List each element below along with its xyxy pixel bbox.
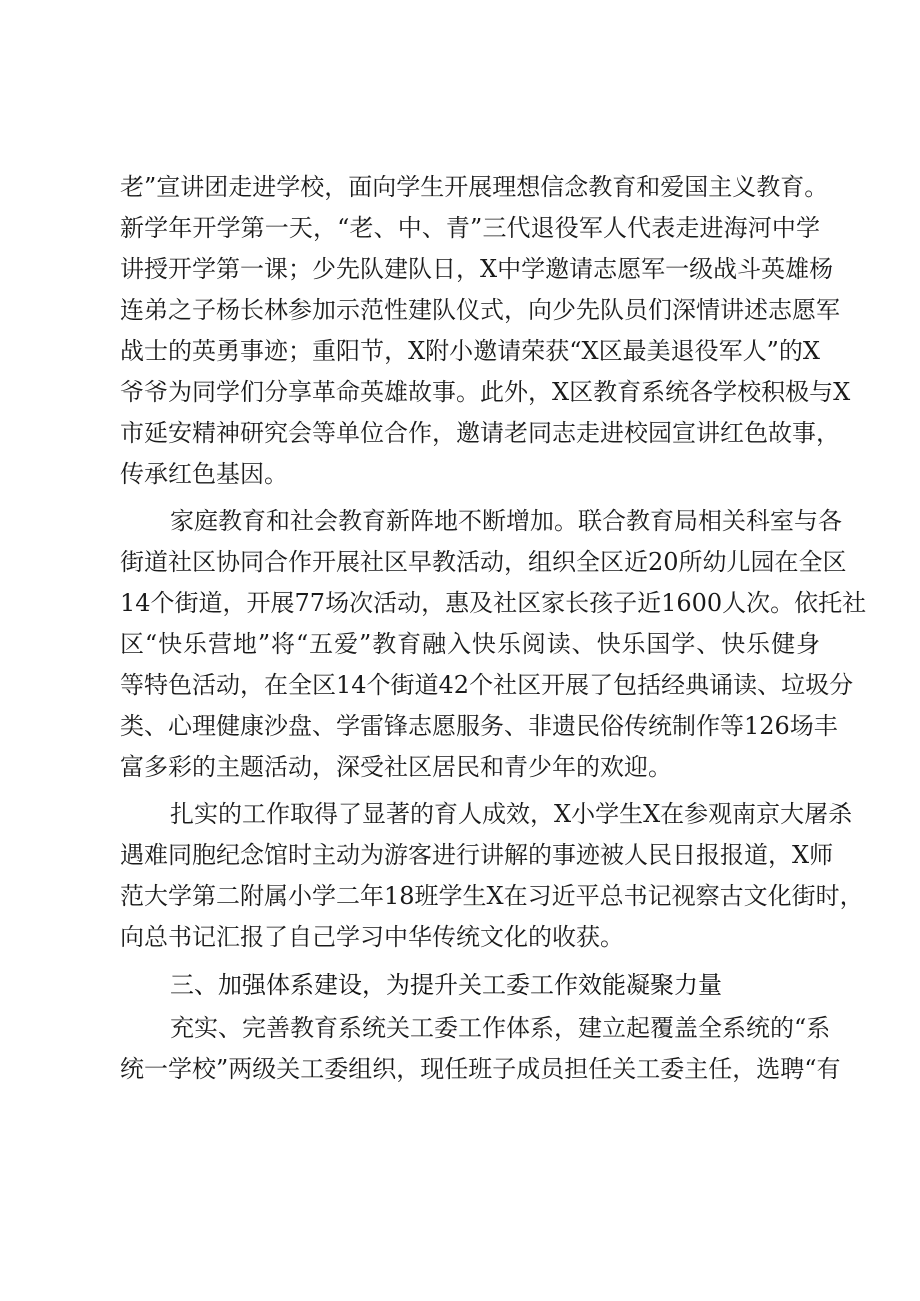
paragraph-line: 区“快乐营地”将“五爱”教育融入快乐阅读、快乐国学、快乐健身 xyxy=(120,630,820,658)
paragraph-line: 连弟之子杨长林参加示范性建队仪式，向少先队员们深情讲述志愿军 xyxy=(120,296,840,324)
paragraph-line: 老”宣讲团走进学校，面向学生开展理想信念教育和爱国主义教育。 xyxy=(120,173,829,201)
paragraph-education-results xyxy=(120,794,864,958)
document-body xyxy=(120,167,867,1090)
paragraph-red-gene xyxy=(120,167,851,495)
paragraph-line: 遇难同胞纪念馆时主动为游客进行讲解的事迹被人民日报报道，X师 xyxy=(120,841,834,869)
paragraph-line: 家庭教育和社会教育新阵地不断增加。联合教育局相关科室与各 xyxy=(170,507,842,535)
paragraph-line: 等特色活动，在全区14个街道42个社区开展了包括经典诵读、垃圾分 xyxy=(120,671,854,699)
paragraph-line: 传承红色基因。 xyxy=(120,460,288,488)
paragraph-line: 街道社区协同合作开展社区早教活动，组织全区近20所幼儿园在全区 xyxy=(120,548,847,576)
paragraph-line: 充实、完善教育系统关工委工作体系，建立起覆盖全系统的“系 xyxy=(170,1014,831,1042)
paragraph-line: 类、心理健康沙盘、学雷锋志愿服务、非遗民俗传统制作等126场丰 xyxy=(120,712,838,740)
paragraph-line: 统一学校”两级关工委组织，现任班子成员担任关工委主任，选聘“有 xyxy=(120,1055,841,1083)
section-heading: 三、加强体系建设，为提升关工委工作效能凝聚力量 xyxy=(170,971,722,999)
paragraph-line: 新学年开学第一天，“老、中、青”三代退役军人代表走进海河中学 xyxy=(120,214,820,242)
paragraph-family-social-education xyxy=(120,501,867,788)
paragraph-system-building xyxy=(120,1008,841,1090)
paragraph-line: 富多彩的主题活动，深受社区居民和青少年的欢迎。 xyxy=(120,753,672,781)
paragraph-line: 爷爷为同学们分享革命英雄故事。此外，X区教育系统各学校积极与X xyxy=(120,378,851,406)
paragraph-line: 14个街道，开展77场次活动，惠及社区家长孩子近1600人次。依托社 xyxy=(120,589,867,617)
paragraph-line: 市延安精神研究会等单位合作，邀请老同志走进校园宣讲红色故事， xyxy=(120,419,840,447)
paragraph-line: 讲授开学第一课；少先队建队日，X中学邀请志愿军一级战斗英雄杨 xyxy=(120,255,834,283)
paragraph-line: 向总书记汇报了自己学习中华传统文化的收获。 xyxy=(120,923,624,951)
paragraph-line: 战士的英勇事迹；重阳节，X附小邀请荣获“X区最美退役军人”的X xyxy=(120,337,820,365)
paragraph-line: 扎实的工作取得了显著的育人成效，X小学生X在参观南京大屠杀 xyxy=(170,800,853,828)
paragraph-line: 范大学第二附属小学二年18班学生X在习近平总书记视察古文化街时， xyxy=(120,882,864,910)
